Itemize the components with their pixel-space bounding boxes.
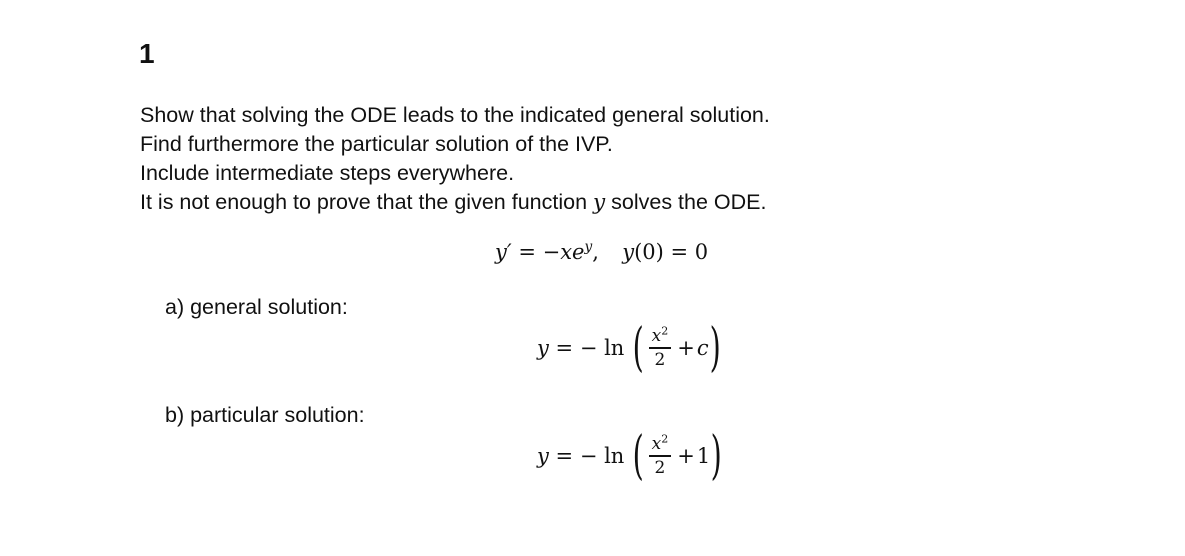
initial-condition-rest: (0) = 0 [634,240,709,264]
constant-c: c [696,336,709,360]
initial-condition-y: y [622,240,635,264]
instruction-line-4-end: solves the ODE. [605,190,767,214]
instruction-line-1: Show that solving the ODE leads to the indicated general solution. [140,103,770,127]
numerator-exponent: 2 [661,324,669,338]
right-paren: ) [710,426,722,486]
ode-separator: , [592,240,599,264]
left-paren: ( [632,318,645,378]
general-solution-y: y [537,335,549,360]
general-solution-lhs [537,336,624,361]
instructions [140,101,770,217]
ode-equation [495,239,709,264]
fraction-numerator [649,324,672,347]
particular-solution-lhs [537,444,624,469]
left-paren: ( [632,426,645,486]
instruction-line-4 [140,188,770,217]
ode-rhs-x: x [560,240,573,264]
problem-number: 1 [139,38,155,69]
instruction-line-4-start: It is not enough to prove that the given function [140,190,594,214]
fraction-denominator: 2 [654,457,666,478]
right-paren: ) [709,318,721,378]
fraction-denominator: 2 [654,349,666,370]
fraction [649,324,672,370]
instruction-line-2: Find furthermore the particular solution of the IVP. [140,132,613,156]
variable-y: y [593,190,606,215]
ode-rhs-e: e [572,240,585,264]
fraction [649,432,672,478]
particular-solution-eq: = − ln [548,443,625,468]
ode-lhs: y′ [495,240,512,264]
numerator-var: x [651,326,662,347]
particular-solution-y: y [537,443,549,468]
constant-one: 1 [696,444,711,468]
numerator-exponent: 2 [661,432,669,446]
fraction-numerator [649,432,672,455]
part-a-label: a) general solution: [165,295,348,319]
general-solution-eq: = − ln [548,335,625,360]
plus-sign: + [677,444,695,468]
instruction-line-3: Include intermediate steps everywhere. [140,161,515,185]
plus-sign: + [677,336,695,360]
particular-solution-formula [537,426,723,486]
general-solution-formula [537,318,721,378]
part-b-label: b) particular solution: [165,403,365,427]
numerator-var: x [651,434,662,455]
ode-rhs-exponent: y [584,239,593,255]
ode-equals: = − [511,240,561,264]
